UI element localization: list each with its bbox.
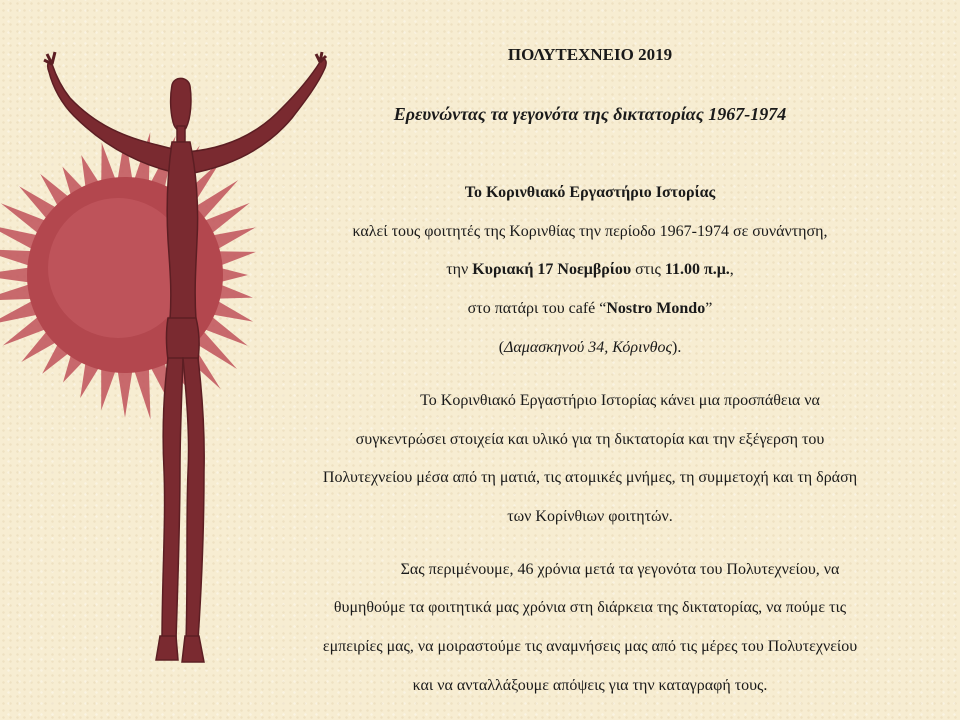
organizer-name: Το Κορινθιακό Εργαστήριο Ιστορίας	[464, 184, 716, 201]
invite-date-mid: στις	[631, 261, 665, 278]
page-title: ΠΟΛΥΤΕΧΝΕΙΟ 2019	[507, 45, 673, 64]
paragraph-1-line-2: συγκεντρώσει στοιχεία και υλικό για τη δικτατορία και την εξέγερση του	[355, 431, 825, 448]
sun-icon	[0, 132, 256, 419]
paragraph-2-line-2: θυμηθούμε τα φοιτητικά μας χρόνια στη διάρκεια της δικτατορίας, να πούμε τις	[333, 599, 847, 616]
invite-address-line	[230, 338, 950, 358]
invite-venue-pre: στο πατάρι του café “	[467, 300, 607, 317]
paragraph-2-line-1: Σας περιμένουμε, 46 χρόνια μετά τα γεγονότα του Πολυτεχνείου, να	[400, 561, 840, 578]
invite-venue-line	[230, 299, 950, 319]
invite-venue-post: ”	[705, 300, 713, 317]
event-venue: Nostro Mondo	[606, 300, 706, 317]
address-open: (	[498, 339, 505, 356]
invite-date-post: ,	[729, 261, 734, 278]
invite-date-line	[230, 260, 950, 280]
paragraph-2-line-4: και να ανταλλάξουμε απόψεις για την καταγραφή τους.	[412, 677, 768, 694]
event-date: Κυριακή 17 Νοεμβρίου	[472, 261, 632, 278]
event-time: 11.00 π.μ.	[664, 261, 730, 278]
page-subtitle: Ερευνώντας τα γεγονότα της δικτατορίας 1967-1974	[393, 104, 787, 124]
paragraph-2-line-3: εμπειρίες μας, να μοιραστούμε τις αναμνήσεις μας από τις μέρες του Πολυτεχνείου	[322, 638, 858, 655]
paragraph-1-line-1: Το Κορινθιακό Εργαστήριο Ιστορίας κάνει μια προσπάθεια να	[420, 392, 820, 409]
invite-line-1: καλεί τους φοιτητές της Κορινθίας την περίοδο 1967-1974 σε συνάντηση,	[352, 223, 828, 240]
paragraph-1-line-4: των Κορίνθιων φοιτητών.	[507, 508, 673, 525]
event-address: Δαμασκηνού 34, Κόρινθος	[504, 339, 672, 356]
invite-date-pre: την	[446, 261, 473, 278]
paragraph-1-line-3: Πολυτεχνείου μέσα από τη ματιά, τις ατομικές μνήμες, τη συμμετοχή και τη δράση	[322, 469, 858, 486]
address-close: ).	[671, 339, 682, 356]
